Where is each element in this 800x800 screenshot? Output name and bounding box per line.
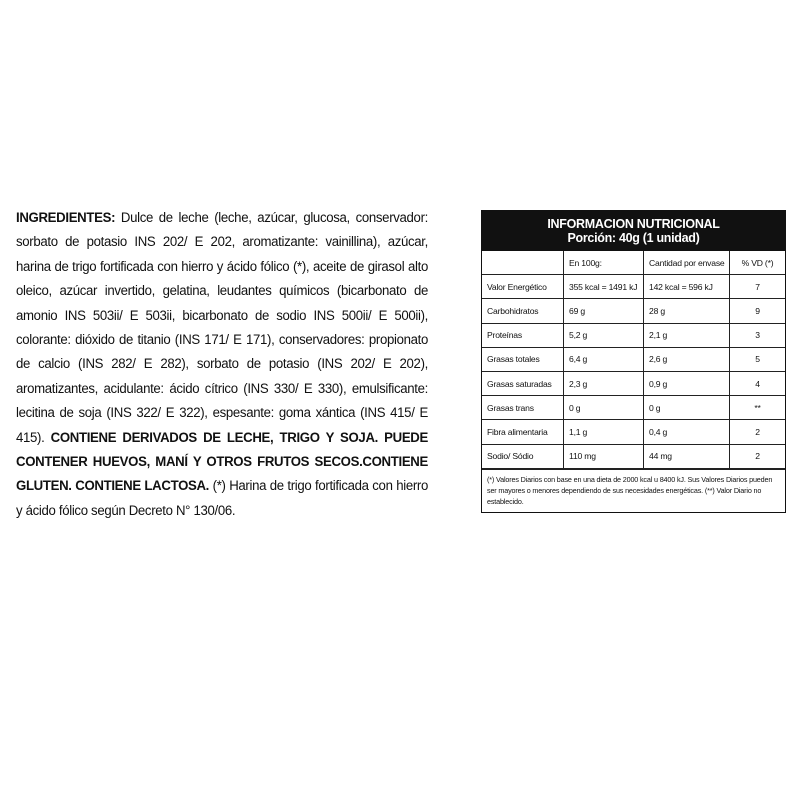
nutrient-name: Fibra alimentaria (482, 420, 564, 444)
table-row (482, 323, 785, 347)
column-header (482, 251, 564, 275)
allergen-warning: CONTIENE DERIVADOS DE LECHE, TRIGO Y SOJA. PUEDE CONTENER HUEVOS, MANÍ Y OTROS FRUTOS SECOS.CONTIENE GLUTEN. CONTIENE LACTOSA. (16, 429, 428, 495)
daily-value: 4 (730, 371, 786, 395)
table-row (482, 444, 785, 468)
table-row (482, 420, 785, 444)
nutrition-title: INFORMACION NUTRICIONAL (547, 217, 720, 231)
daily-value: 9 (730, 299, 786, 323)
nutrient-name: Grasas totales (482, 347, 564, 371)
column-header: % VD (*) (730, 251, 786, 275)
nutrient-amount: 28 g (644, 299, 730, 323)
daily-value: 2 (730, 420, 786, 444)
nutrient-name: Grasas trans (482, 396, 564, 420)
nutrient-amount: 355 kcal = 1491 kJ (564, 275, 644, 299)
daily-value: 5 (730, 347, 786, 371)
ingredients-label: INGREDIENTES: (16, 210, 116, 226)
ingredients-footnote: (*) Harina de trigo fortificada con hierro y ácido fólico según Decreto N° 130/06. (16, 478, 428, 519)
nutrient-name: Carbohidratos (482, 299, 564, 323)
daily-value: 2 (730, 444, 786, 468)
table-row (482, 396, 785, 420)
column-header: Cantidad por envase (644, 251, 730, 275)
table-row (482, 371, 785, 395)
nutrient-amount: 44 mg (644, 444, 730, 468)
nutrient-amount: 69 g (564, 299, 644, 323)
nutrition-table (482, 251, 785, 469)
table-row (482, 299, 785, 323)
nutrient-amount: 2,3 g (564, 371, 644, 395)
nutrient-amount: 0 g (644, 396, 730, 420)
nutrition-header-row (482, 251, 785, 275)
daily-value: 3 (730, 323, 786, 347)
nutrient-name: Grasas saturadas (482, 371, 564, 395)
nutrient-amount: 0,9 g (644, 371, 730, 395)
nutrient-amount: 6,4 g (564, 347, 644, 371)
table-row (482, 347, 785, 371)
daily-value: 7 (730, 275, 786, 299)
nutrient-amount: 142 kcal = 596 kJ (644, 275, 730, 299)
nutrient-name: Valor Energético (482, 275, 564, 299)
column-header: En 100g: (564, 251, 644, 275)
daily-value: ** (730, 396, 786, 420)
nutrient-amount: 0 g (564, 396, 644, 420)
table-row (482, 275, 785, 299)
nutrient-amount: 0,4 g (644, 420, 730, 444)
nutrition-facts-panel (481, 210, 786, 513)
nutrition-header (482, 211, 785, 251)
nutrient-amount: 110 mg (564, 444, 644, 468)
nutrient-amount: 2,1 g (644, 323, 730, 347)
nutrient-name: Sodio/ Sódio (482, 444, 564, 468)
ingredients-text: Dulce de leche (leche, azúcar, glucosa, conservador: sorbato de potasio INS 202/ E 202, aromatizante: vainillina), azúcar, harina de trigo fortificada con hierro y ácido fólico (*), aceite de girasol alto oleico, azúcar invertido, gelatina, leudantes químicos (bicarbonato de amonio INS 503ii/ E 503ii, bicarbonato de sodio INS 500ii/ E 500ii), colorante: dióxido de titanio (INS 171/ E 171), conservadores: propionato de calcio (INS 282/ E 282), sorbato de potasio (INS 202/ E 202), aromatizantes, acidulante: ácido cítrico (INS 330/ E 330), emulsificante: lecitina de soja (INS 322/ E 322), espesante: goma xántica (INS 415/ E 415). (16, 210, 428, 446)
nutrient-name: Proteínas (482, 323, 564, 347)
ingredients-paragraph (16, 206, 428, 523)
nutrient-amount: 5,2 g (564, 323, 644, 347)
nutrient-amount: 2,6 g (644, 347, 730, 371)
nutrition-portion: Porción: 40g (1 unidad) (567, 231, 700, 245)
nutrient-amount: 1,1 g (564, 420, 644, 444)
nutrition-footnote: (*) Valores Diarios con base en una dieta de 2000 kcal u 8400 kJ. Sus Valores Diarios pueden ser mayores o menores dependiendo de sus necesidades energéticas. (**) Valor Diario no establecido. (482, 469, 785, 512)
